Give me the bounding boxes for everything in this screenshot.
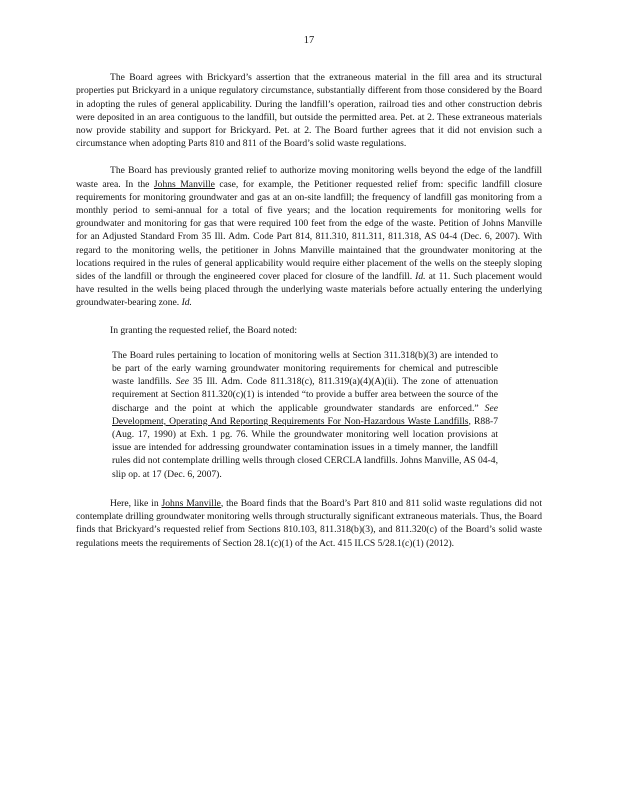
paragraph-board-finding	[76, 497, 542, 550]
paragraph-text: , the Board finds that the Board’s Part 810 and 811 solid waste regulations did not contemplate drilling groundwater monitoring wells through structurally significant extraneous materials. Thus, the Board finds that Brickyard’s requested relief from Sections 810.103, 811.318(b)(3), and 811.320(c) of the Board’s solid waste regulations meets the requirements of Section 28.1(c)(1) of the Act. 415 ILCS 5/28.1(c)(1) (2012).	[76, 497, 542, 549]
quote-text: , R88-7 (Aug. 17, 1990) at Exh. 1 pg. 76. While the groundwater monitoring well location provisions at issue are intended for addressing groundwater contamination issues in a timely manner, the landfill rules did not contemplate drilling wells through closed CERCLA landfills. Johns Manville, AS 04-4, slip op. at 17 (Dec. 6, 2007).	[112, 415, 499, 480]
paragraph-text: case, for example, the Petitioner requested relief from: specific landfill closure requirements for monitoring groundwater and gas at an on-site landfill; the frequency of landfill gas monitoring from a monthly period to semi-annual for a total of five years; and the location requirements for monitoring wells for groundwater and monitoring for gas that were required 100 feet from the edge of the waste. Petition of Johns Manville for an Adjusted Standard From 35 Ill. Adm. Code Part 814, 811.310, 811.311, 811.318, AS 04-4 (Dec. 6, 2007). With regard to the monitoring wells, the petitioner in Johns Manville maintained that the groundwater monitoring at the locations required in the rules of general applicability would require either placement of the wells on the steeply sloping sides of the landfill or through the engineered cover placed for closure of the landfill.	[76, 178, 542, 283]
quote-text: 35 Ill. Adm. Code 811.318(c), 811.319(a)(4)(A)(ii). The zone of attenuation requirement at Section 811.320(c)(1) is intended “to provide a buffer area between the source of the discharge and the point at which the applicable groundwater standards are enforced.”	[112, 376, 498, 414]
paragraph-text: at 11. Such placement would have resulted in the wells being placed through the underlying waste materials before actually entering the underlying groundwater-bearing zone.	[76, 271, 542, 309]
citation-see: See	[484, 402, 498, 414]
quote-text: The Board rules pertaining to location of monitoring wells at Section 311.318(b)(3) are intended to be part of the early warning groundwater monitoring requirements for chemical and putrescible waste landfills.	[112, 349, 498, 388]
page-number: 17	[303, 35, 315, 46]
paragraph-text: The Board has previously granted relief to authorize moving monitoring wells beyond the edge of the landfill waste area. In the	[76, 165, 542, 190]
paragraph-brickyard-assertion: The Board agrees with Brickyard’s assertion that the extraneous material in the fill area and its structural properties put Brickyard in a unique regulatory circumstance, substantially different from those considered by the Board in adopting the rules of general applicability. During the landfill’s operation, railroad ties and other construction debris were deposited in an area contiguous to the landfill, but outside the permitted area. Pet. at 2. These extraneous materials now provide stability and support for Brickyard. Pet. at 2. The Board further agrees that it did not envision such a circumstance when adopting Parts 810 and 811 of the Board’s solid waste regulations.	[76, 72, 542, 150]
citation-id: Id.	[181, 297, 192, 309]
case-name-johns-manville: Johns Manville	[161, 497, 221, 509]
case-name-johns-manville: Johns Manville	[153, 178, 215, 190]
citation-id: Id.	[415, 271, 426, 283]
citation-see: See	[175, 376, 189, 388]
quote-lead-in: In granting the requested relief, the Board noted:	[110, 324, 298, 336]
block-quote	[112, 349, 498, 481]
cited-rulemaking-title: Development, Operating And Reporting Requirements For Non-Hazardous Waste Landfills	[112, 415, 469, 427]
paragraph-text: Here, like in	[110, 497, 162, 509]
paragraph-prior-relief	[76, 164, 542, 309]
